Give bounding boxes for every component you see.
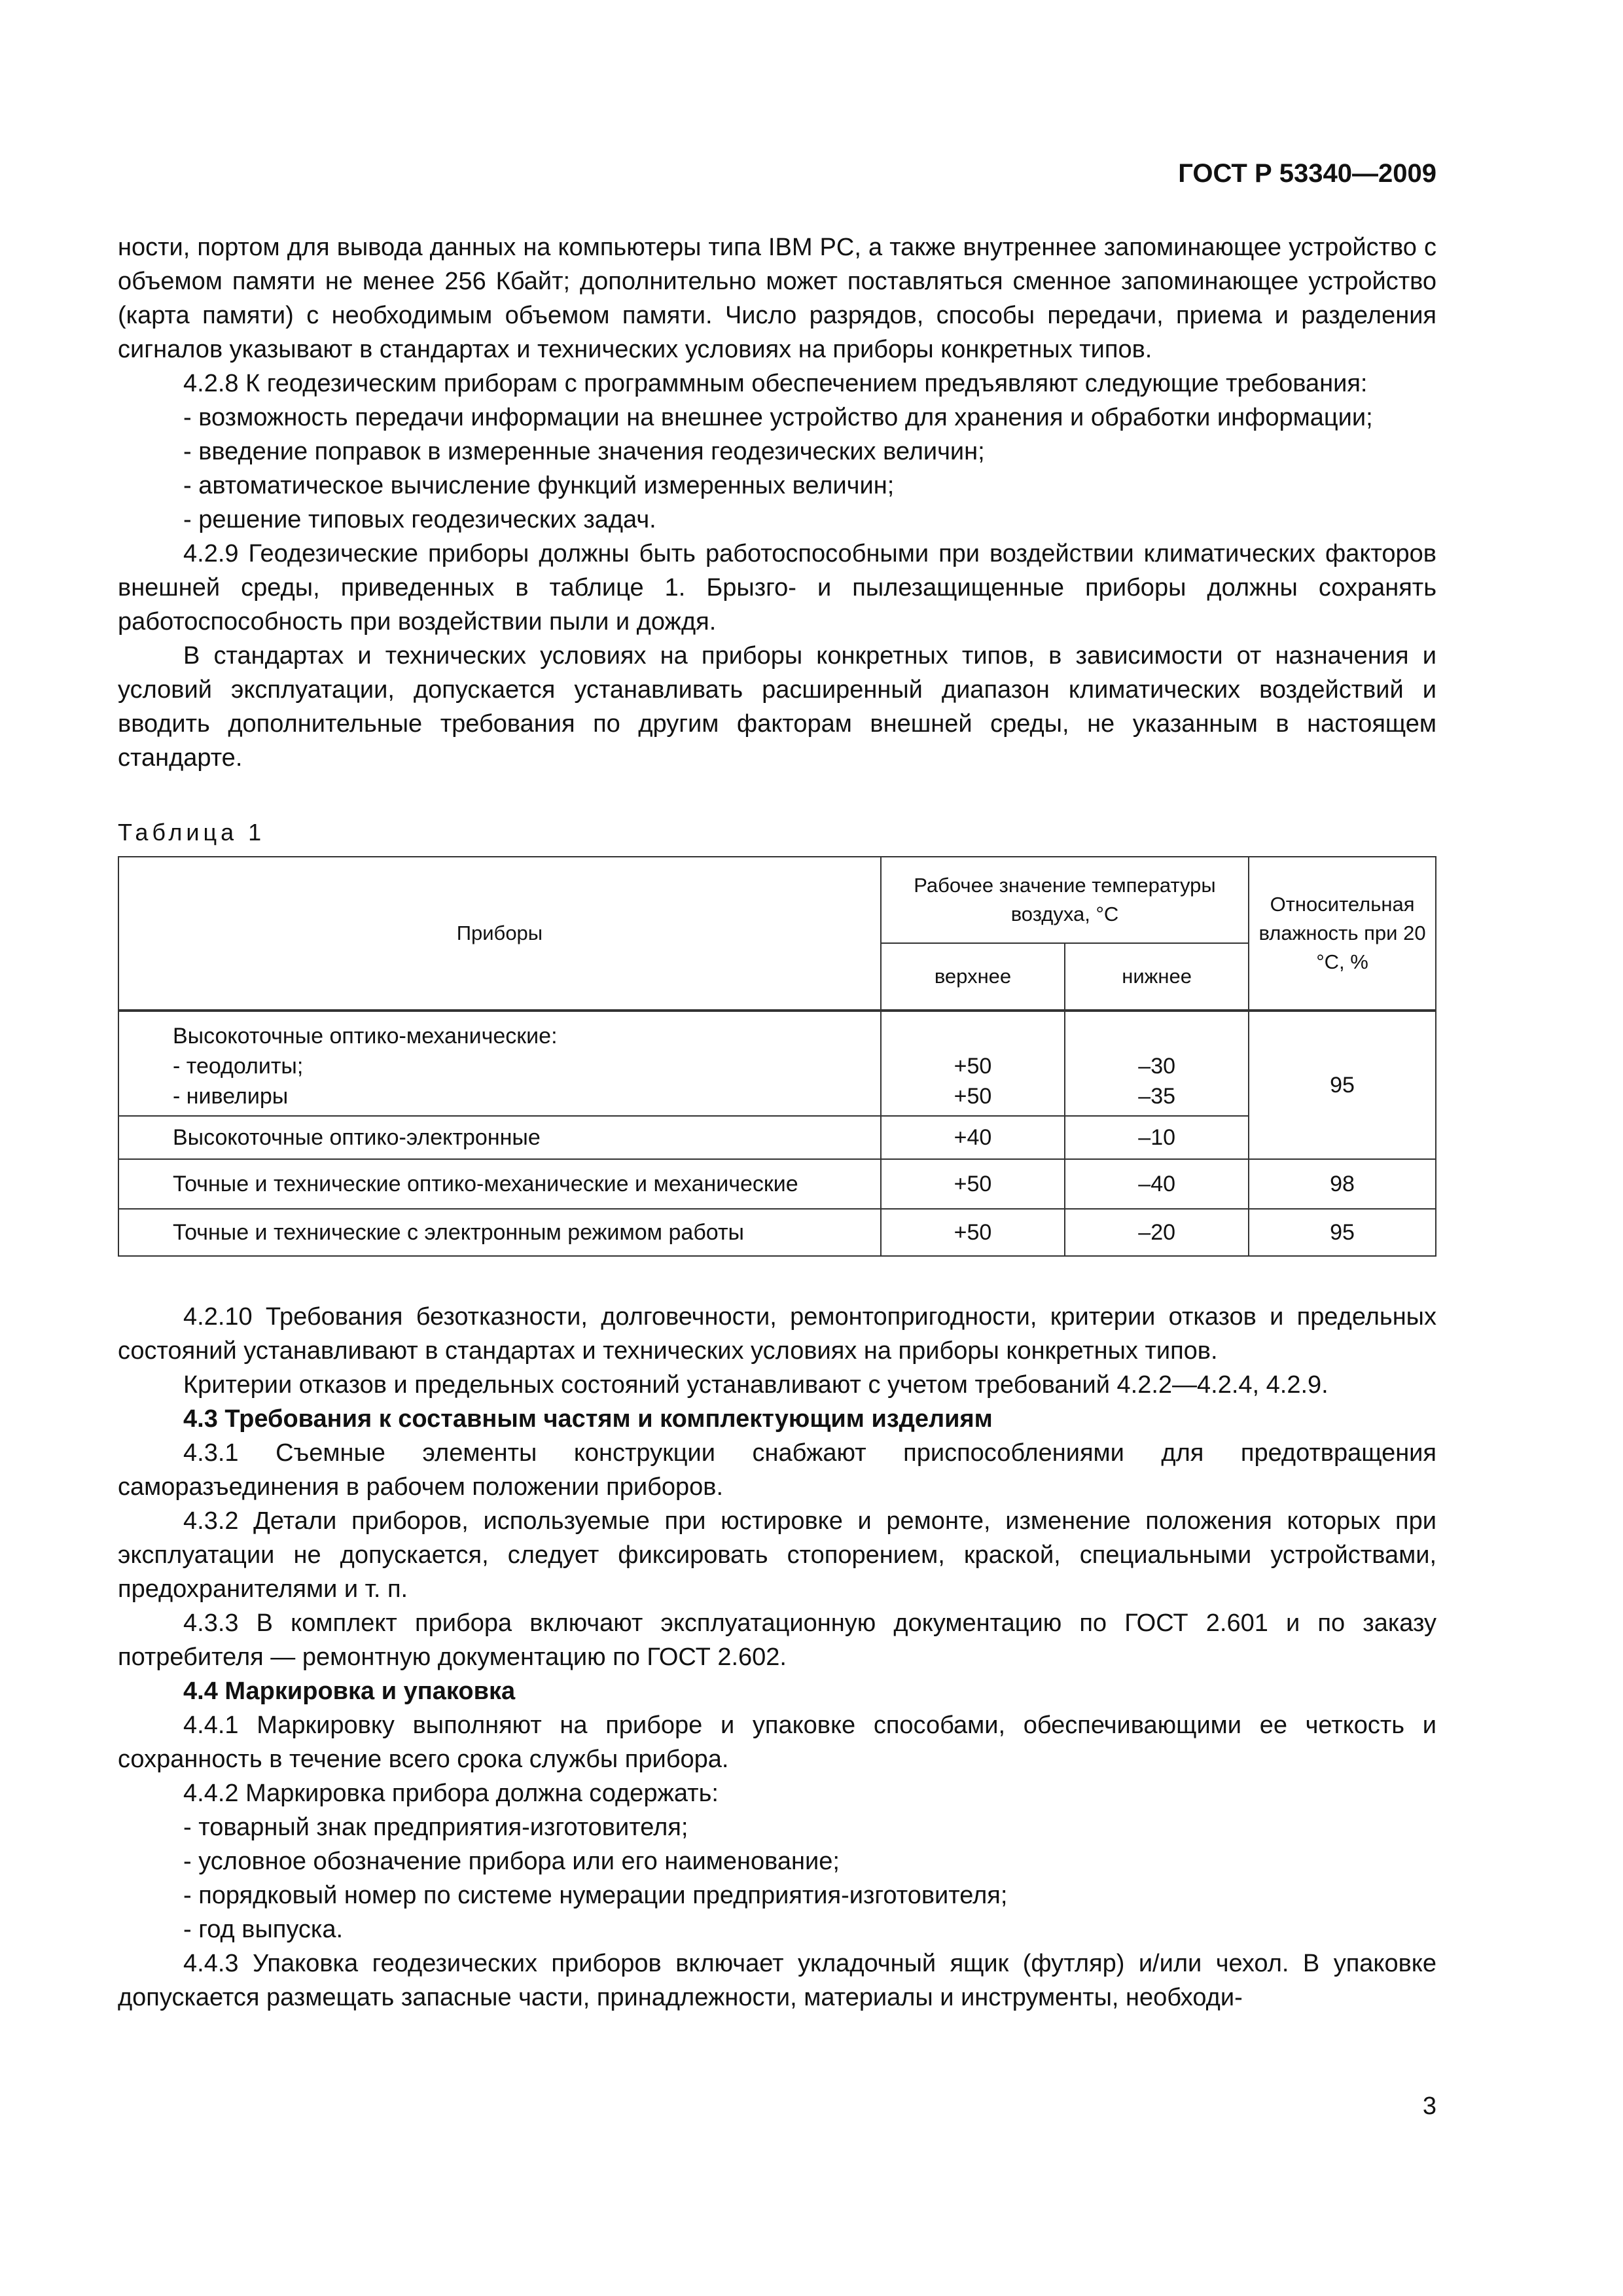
table-row (118, 1011, 1436, 1116)
cell-value: +50 (954, 1084, 992, 1109)
paragraph: 4.3.3 В комплект прибора включают эксплуатационную документацию по ГОСТ 2.601 и по заказу потребителя — ремонтную документацию по ГОСТ 2.602. (118, 1609, 1436, 1671)
paragraph: Критерии отказов и предельных состояний устанавливают с учетом требований 4.2.2—4.2.4, 4.2.9. (183, 1371, 1329, 1399)
page-content (118, 230, 1436, 2015)
paragraph: - возможность передачи информации на внешнее устройство для хранения и обработки информации; (183, 404, 1373, 431)
climate-table (118, 856, 1436, 1257)
row-title: Высокоточные оптико-механические: (173, 1024, 558, 1049)
paragraph: 4.2.8 К геодезическим приборам с программным обеспечением предъявляют следующие требования: (183, 370, 1368, 397)
header-upper: верхнее (881, 943, 1065, 1011)
page-number: 3 (1422, 2092, 1436, 2120)
paragraph: - порядковый номер по системе нумерации предприятия-изготовителя; (183, 1882, 1008, 1909)
table-row (118, 1116, 1436, 1159)
row-humidity: 95 (1249, 1011, 1436, 1159)
row-upper: +50 (881, 1159, 1065, 1209)
paragraph: - введение поправок в измеренные значения геодезических величин; (183, 438, 985, 465)
paragraph: - год выпуска. (183, 1916, 344, 1943)
row-upper: +40 (881, 1116, 1065, 1159)
row-lower (1065, 1011, 1249, 1116)
row-subitem: - нивелиры (173, 1084, 289, 1109)
paragraph: - условное обозначение прибора или его наименование; (183, 1848, 840, 1875)
row-humidity: 95 (1249, 1209, 1436, 1256)
row-subitem: - теодолиты; (173, 1054, 304, 1079)
table-row (118, 1159, 1436, 1209)
cell-value: –30 (1138, 1054, 1176, 1079)
paragraph: - автоматическое вычисление функций измеренных величин; (183, 472, 895, 499)
paragraph: - решение типовых геодезических задач. (183, 506, 656, 533)
cell-value: +50 (954, 1054, 992, 1079)
table-row (118, 1209, 1436, 1256)
paragraph: 4.3.2 Детали приборов, используемые при юстировке и ремонте, изменение положения которых при эксплуатации не допускается, следует фиксировать стопорением, краской, специальными устройствами, предохранителями и т. п. (118, 1507, 1436, 1603)
paragraph: 4.3.1 Съемные элементы конструкции снабжают приспособлениями для предотвращения саморазъединения в рабочем положении приборов. (118, 1439, 1436, 1501)
header-devices: Приборы (118, 857, 881, 1011)
header-lower: нижнее (1065, 943, 1249, 1011)
bottom-paragraphs (118, 1300, 1436, 2015)
row-upper: +50 (881, 1209, 1065, 1256)
paragraph: ности, портом для вывода данных на компьютеры типа IBM PC, а также внутреннее запоминающее устройство с объемом памяти не менее 256 Кбайт; дополнительно может поставляться сменное запоминающее устройство (карта памяти) с необходимым объемом памяти. Число разрядов, способы передачи, приема и разделения сигналов указывают в стандартах и технических условиях на приборы конкретных типов. (118, 234, 1436, 363)
paragraph: 4.2.9 Геодезические приборы должны быть работоспособными при воздействии климатических факторов внешней среды, приведенных в таблице 1. Брызго- и пылезащищенные приборы должны сохранять работоспособность при воздействии пыли и дождя. (118, 540, 1436, 636)
table-header (118, 857, 1436, 1011)
row-humidity: 98 (1249, 1159, 1436, 1209)
row-lower: –10 (1065, 1116, 1249, 1159)
paragraph: В стандартах и технических условиях на приборы конкретных типов, в зависимости от назначения и условий эксплуатации, допускается устанавливать расширенный диапазон климатических воздействий и вводить дополнительные требования по другим факторам внешней среды, не указанным в настоящем стандарте. (118, 642, 1436, 772)
row-device-name: Точные и технические оптико-механические и механические (118, 1159, 881, 1209)
row-lower: –20 (1065, 1209, 1249, 1256)
table-caption: Таблица 1 (118, 819, 266, 846)
header-temperature: Рабочее значение температуры воздуха, °С (881, 857, 1249, 943)
row-upper (881, 1011, 1065, 1116)
paragraph: - товарный знак предприятия-изготовителя; (183, 1814, 688, 1841)
row-device-name (118, 1011, 881, 1116)
paragraph: 4.2.10 Требования безотказности, долговечности, ремонтопригодности, критерии отказов и предельных состояний устанавливают в стандартах и технических условиях на приборы конкретных типов. (118, 1303, 1436, 1365)
row-device-name: Высокоточные оптико-электронные (118, 1116, 881, 1159)
paragraph: 4.3 Требования к составным частям и комплектующим изделиям (183, 1405, 993, 1433)
paragraph: 4.4 Маркировка и упаковка (183, 1677, 516, 1705)
document-code: ГОСТ Р 53340—2009 (1178, 159, 1436, 188)
row-lower: –40 (1065, 1159, 1249, 1209)
paragraph: 4.4.2 Маркировка прибора должна содержать: (183, 1780, 719, 1807)
cell-value: –35 (1138, 1084, 1176, 1109)
paragraph: 4.4.1 Маркировку выполняют на приборе и упаковке способами, обеспечивающими ее четкость и сохранность в течение всего срока службы прибора. (118, 1712, 1436, 1773)
row-device-name: Точные и технические с электронным режимом работы (118, 1209, 881, 1256)
header-humidity: Относительная влажность при 20 °С, % (1249, 857, 1436, 1011)
table-header-row (118, 857, 1436, 943)
top-paragraphs (118, 230, 1436, 775)
paragraph: 4.4.3 Упаковка геодезических приборов включает укладочный ящик (футляр) и/или чехол. В упаковке допускается размещать запасные части, принадлежности, материалы и инструменты, необходи- (118, 1950, 1436, 2011)
